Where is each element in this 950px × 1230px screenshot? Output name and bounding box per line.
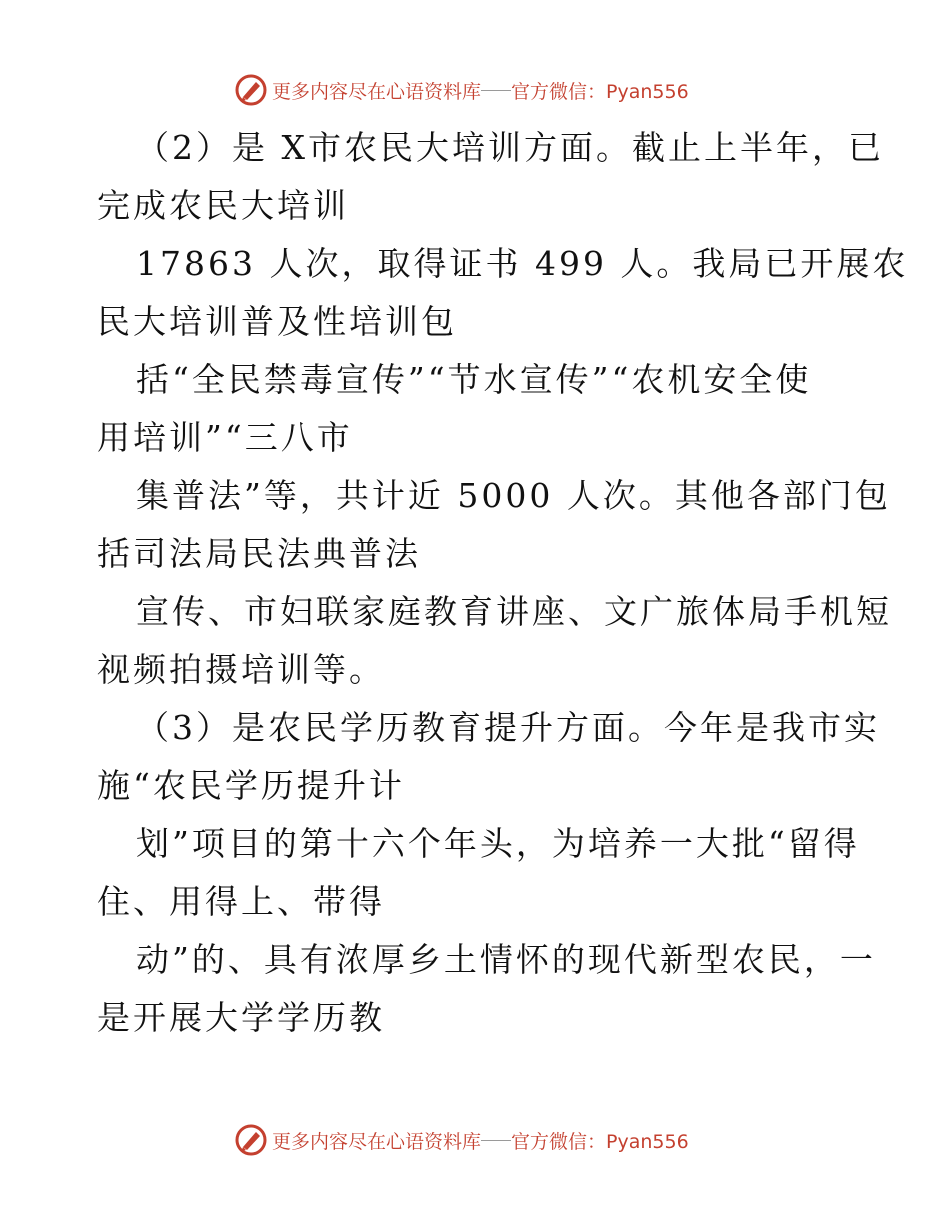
watermark-divider	[481, 90, 511, 91]
watermark-official-text: 官方微信：Pyan556	[511, 1130, 689, 1153]
paragraph-line: 施“农民学历提升计	[97, 766, 405, 805]
watermark-site-text: 更多内容尽在心语资料库	[272, 1130, 482, 1153]
paragraph-line: （3）是农民学历教育提升方面。今年是我市实	[136, 708, 880, 747]
pen-logo-icon	[234, 1123, 268, 1157]
paragraph-line: 宣传、市妇联家庭教育讲座、文广旅体局手机短	[136, 592, 892, 631]
pen-logo-icon	[234, 73, 268, 107]
paragraph-line: 民大培训普及性培训包	[97, 302, 457, 341]
paragraph-line: 视频拍摄培训等。	[97, 650, 385, 689]
paragraph-line: （2）是 X市农民大培训方面。截止上半年，已	[136, 128, 884, 167]
paragraph-line: 括司法局民法典普法	[97, 534, 421, 573]
watermark-divider	[481, 1140, 511, 1141]
header-watermark	[234, 72, 689, 108]
paragraph-line: 住、用得上、带得	[97, 882, 385, 921]
paragraph-line: 17863 人次，取得证书 499 人。我局已开展农	[136, 244, 909, 283]
paragraph-line: 是开展大学学历教	[97, 998, 385, 1037]
watermark-official-text: 官方微信：Pyan556	[511, 80, 689, 103]
paragraph-line: 集普法”等，共计近 5000 人次。其他各部门包	[136, 476, 891, 515]
paragraph-line: 动”的、具有浓厚乡土情怀的现代新型农民，一	[136, 940, 876, 979]
paragraph-line: 完成农民大培训	[97, 186, 349, 225]
paragraph-line: 括“全民禁毒宣传”“节水宣传”“农机安全使	[136, 360, 812, 399]
paragraph-line: 划”项目的第十六个年头，为培养一大批“留得	[136, 824, 860, 863]
watermark-site-text: 更多内容尽在心语资料库	[272, 80, 482, 103]
footer-watermark	[234, 1122, 689, 1158]
paragraph-line: 用培训”“三八市	[97, 418, 353, 457]
